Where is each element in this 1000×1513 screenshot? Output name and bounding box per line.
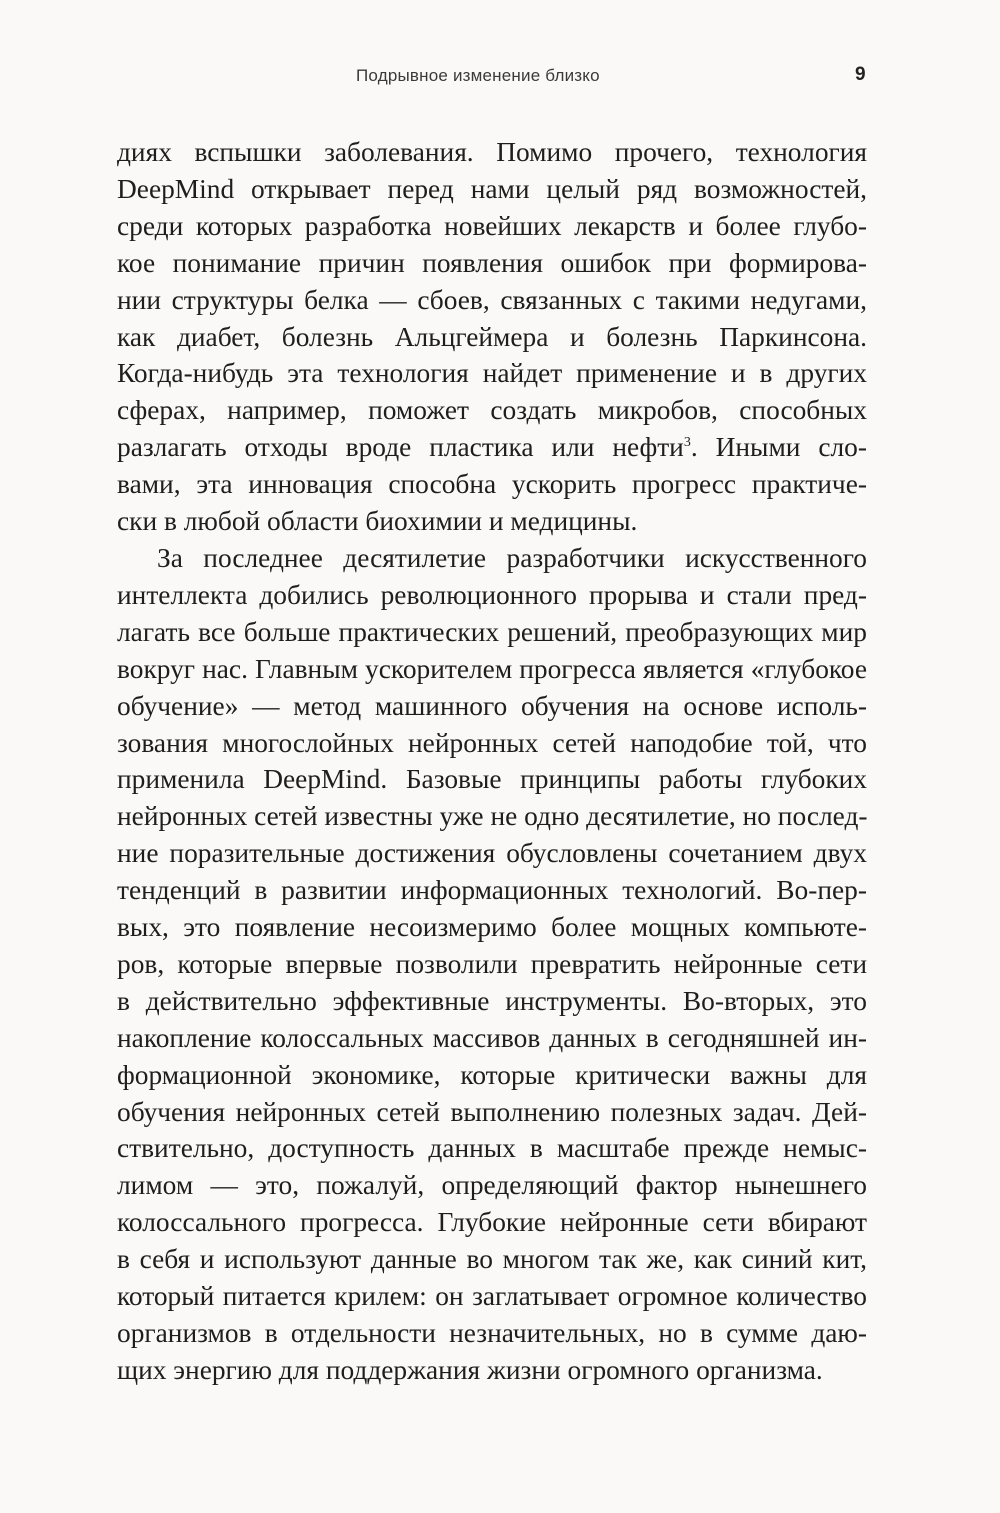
paragraph-2 [117,540,867,1389]
footnote-reference[interactable]: 3 [683,435,691,451]
text-line: тенденций в развитии информационных технологий. Во-пер- [117,875,867,906]
text-line: ров, которые впервые позволили превратить нейронные сети [117,948,867,979]
text-line: ски в любой области биохимии и медицины. [117,506,638,537]
text-line: в себя и используют данные во многом так же, как синий кит, [117,1244,867,1275]
text-line: лимом — это, пожалуй, определяющий фактор нынешнего [117,1170,867,1201]
text-line: сферах, например, поможет создать микробов, способных [117,395,867,426]
text-line: вами, эта инновация способна ускорить прогресс практиче- [117,469,867,500]
running-title: Подрывное изменение близко [356,66,600,85]
text-line: нии структуры белка — сбоев, связанных с такими недугами, [117,284,867,315]
text-line: вокруг нас. Главным ускорителем прогресса является «глубокое [117,653,867,684]
text-line: зования многослойных нейронных сетей наподобие той, что [117,727,867,758]
text-line: лагать все больше практических решений, преобразующих мир [117,616,867,647]
text-line-with-footnote [117,429,867,466]
text-line: интеллекта добились революционного прорыва и стали пред- [117,579,867,610]
text-line: как диабет, болезнь Альцгеймера и болезнь Паркинсона. [117,321,867,352]
page-number: 9 [855,64,866,85]
text-line: организмов в отдельности незначительных, но в сумме даю- [117,1318,867,1348]
text-line: DeepMind открывает перед нами целый ряд возможностей, [117,173,867,204]
text-line: За последнее десятилетие разработчики искусственного [157,542,867,573]
text-line: применила DeepMind. Базовые принципы работы глубоких [117,764,867,795]
text-line: который питается крилем: он заглатывает огромное количество [117,1281,867,1312]
text-line: Когда-нибудь эта технология найдет применение и в других [117,358,867,389]
text-line: щих энергию для поддержания жизни огромного организма. [117,1354,823,1385]
body-text [117,134,867,1389]
text-line: обучения нейронных сетей выполнению полезных задач. Дей- [117,1096,867,1127]
text-line: ствительно, доступность данных в масштабе прежде немыс- [117,1133,867,1164]
text-line: обучение» — метод машинного обучения на основе исполь- [117,690,867,721]
text-line: накопление колоссальных массивов данных в сегодняшней ин- [117,1022,867,1053]
text-line: кое понимание причин появления ошибок при формирова- [117,247,867,278]
text-line: формационной экономике, которые критически важны для [117,1059,867,1090]
text-line: среди которых разработка новейших лекарств и более глубо- [117,210,867,241]
paragraph-1 [117,134,867,540]
text-line: в действительно эффективные инструменты. Во-вторых, это [117,985,867,1016]
text-segment: разлагать отходы вроде пластика или нефти [117,432,684,463]
text-line: диях вспышки заболевания. Помимо прочего, технология [117,137,867,167]
text-line: нейронных сетей известны уже не одно десятилетие, но послед- [117,801,868,832]
text-line: ние поразительные достижения обусловлены сочетанием двух [117,838,867,869]
text-segment: . Иными сло- [690,432,867,463]
text-line: колоссального прогресса. Глубокие нейронные сети вбирают [117,1207,867,1238]
text-line: вых, это появление несоизмеримо более мощных компьюте- [117,912,867,943]
